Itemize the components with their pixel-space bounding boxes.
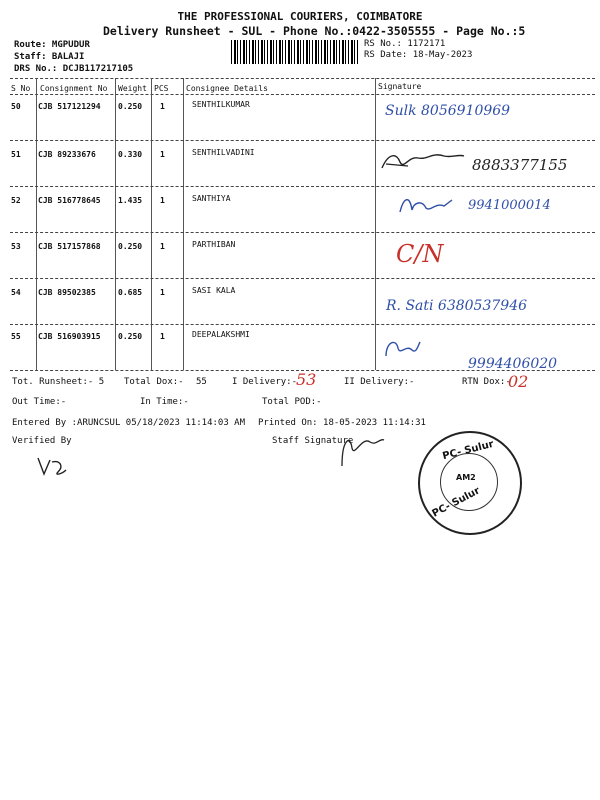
out-time: Out Time:-	[12, 397, 67, 407]
stamp-bottom-text: PC- Sulur	[430, 485, 482, 520]
rs-date: RS Date: 18-May-2023	[364, 50, 473, 60]
verifier-signature-scribble	[34, 452, 68, 478]
col-divider	[183, 78, 184, 370]
rtn-dox-label: RTN Dox:-	[462, 377, 511, 387]
staff-signature-scribble	[336, 430, 386, 470]
row-consignment: CJB 517121294	[38, 102, 101, 111]
signature-scribble	[378, 146, 468, 176]
col-consignment: Consignment No	[40, 84, 108, 93]
printed-on: Printed On: 18-05-2023 11:14:31	[258, 418, 426, 428]
col-divider	[36, 78, 37, 370]
row-signature: R. Sati 6380537946	[386, 298, 528, 314]
row-pcs: 1	[160, 150, 165, 159]
runsheet-title: Delivery Runsheet - SUL - Phone No.:0422-3505555 - Page No.:5	[103, 24, 526, 38]
row-consignment: CJB 89233676	[38, 150, 96, 159]
staff-signature-label: Staff Signature	[272, 436, 354, 446]
row-signature: C/N	[396, 240, 444, 268]
col-weight: Weight	[118, 84, 147, 93]
row-consignee: PARTHIBAN	[192, 240, 236, 249]
row-weight: 0.685	[118, 288, 143, 297]
row-weight: 0.250	[118, 332, 143, 341]
row-sno: 54	[11, 288, 21, 297]
total-pod: Total POD:-	[262, 397, 322, 407]
ii-delivery-label: II Delivery:-	[344, 377, 415, 387]
row-pcs: 1	[160, 102, 165, 111]
i-delivery-label: I Delivery:-	[232, 377, 298, 387]
signature-scribble	[396, 192, 456, 218]
header-rule	[10, 94, 595, 95]
row-sno: 55	[11, 332, 21, 341]
row-weight: 0.250	[118, 242, 143, 251]
col-pcs: PCS	[154, 84, 169, 93]
col-signature: Signature	[378, 82, 422, 91]
row-sno: 51	[11, 150, 21, 159]
rtn-dox-handwritten: 02	[508, 372, 529, 391]
row-sno: 50	[11, 102, 21, 111]
row-rule	[10, 186, 595, 187]
col-divider	[115, 78, 116, 370]
total-dox-value: 55	[196, 377, 207, 387]
rs-number: RS No.: 1172171	[364, 39, 446, 49]
stamp-top-text: PC- Sulur	[441, 438, 495, 463]
company-name: THE PROFESSIONAL COURIERS, COIMBATORE	[177, 10, 423, 23]
row-pcs: 1	[160, 332, 165, 341]
row-signature: 9994406020	[468, 356, 558, 372]
stamp-center-text: AM2	[456, 473, 476, 482]
row-consignee: SASI KALA	[192, 286, 236, 295]
row-consignment: CJB 517157868	[38, 242, 101, 251]
drs-number: DRS No.: DCJB117217105	[14, 64, 134, 74]
row-sno: 53	[11, 242, 21, 251]
row-signature: Sulk 8056910969	[385, 103, 511, 119]
row-weight: 0.330	[118, 150, 143, 159]
row-weight: 0.250	[118, 102, 143, 111]
col-sno: S No	[11, 84, 31, 93]
col-divider	[151, 78, 152, 370]
route-label: Route: MGPUDUR	[14, 40, 90, 50]
row-signature: 8883377155	[472, 156, 568, 174]
row-pcs: 1	[160, 242, 165, 251]
row-rule	[10, 278, 595, 279]
row-rule	[10, 140, 595, 141]
row-consignee: SENTHILKUMAR	[192, 100, 250, 109]
row-sno: 52	[11, 196, 21, 205]
row-consignee: SENTHILVADINI	[192, 148, 255, 157]
row-pcs: 1	[160, 288, 165, 297]
row-consignment: CJB 516778645	[38, 196, 101, 205]
total-dox-label: Total Dox:-	[124, 377, 184, 387]
col-consignee: Consignee Details	[186, 84, 268, 93]
staff-label: Staff: BALAJI	[14, 52, 85, 62]
in-time: In Time:-	[140, 397, 189, 407]
row-consignment: CJB 89502385	[38, 288, 96, 297]
branch-stamp	[418, 431, 522, 535]
table-top-rule	[10, 78, 595, 79]
signature-scribble	[382, 334, 422, 362]
col-divider	[375, 78, 376, 370]
row-pcs: 1	[160, 196, 165, 205]
i-delivery-handwritten: 53	[296, 370, 317, 389]
entered-by: Entered By :ARUNCSUL 05/18/2023 11:14:03 AM	[12, 418, 245, 428]
row-signature: 9941000014	[468, 198, 551, 213]
row-rule	[10, 324, 595, 325]
barcode	[231, 40, 359, 64]
row-rule	[10, 232, 595, 233]
row-weight: 1.435	[118, 196, 143, 205]
row-consignee: SANTHIYA	[192, 194, 231, 203]
row-consignee: DEEPALAKSHMI	[192, 330, 250, 339]
verified-by: Verified By	[12, 436, 72, 446]
row-consignment: CJB 516903915	[38, 332, 101, 341]
tot-runsheet: Tot. Runsheet:- 5	[12, 377, 105, 387]
